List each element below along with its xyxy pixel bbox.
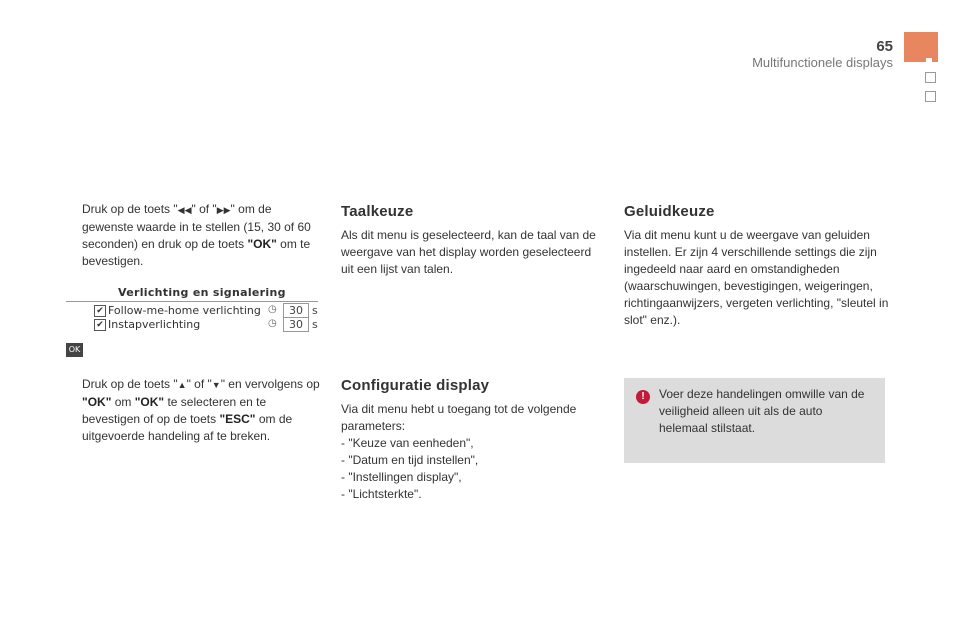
- step-1: Druk op de toets "◀◀" of "▶▶" om de gewenste waarde in te stellen (15, 30 of 60 seconden) en druk op de toets "OK" om te bevestigen.: [82, 202, 311, 268]
- menu-row[interactable]: [94, 318, 318, 332]
- display-menu-screenshot: [66, 286, 318, 334]
- chapter-title: Multifunctionele displays: [752, 55, 893, 70]
- list-item: - "Keuze van eenheden",: [341, 436, 474, 450]
- down-arrow-icon: ▼: [211, 380, 221, 390]
- menu-row-unit: s: [312, 318, 318, 331]
- nav-square-icon: [925, 72, 936, 83]
- menu-divider: [66, 301, 318, 302]
- section-intro: Via dit menu hebt u toegang tot de volgende parameters:: [341, 402, 577, 433]
- list-item: - "Datum en tijd instellen",: [341, 453, 479, 467]
- page-number: 65: [876, 38, 893, 55]
- chapter-tab: [904, 32, 938, 62]
- section-heading: Geluidkeuze: [624, 203, 715, 220]
- step-2: Druk op de toets "▲" of "▼" en vervolgens op "OK" om "OK" te selecteren en te bevestigen of op de toets "ESC" om de uitgevoerde handeling af te breken.: [82, 377, 320, 443]
- clock-icon: ◷: [268, 304, 277, 315]
- menu-row[interactable]: [94, 304, 318, 318]
- rewind-icon: ◀◀: [177, 205, 192, 215]
- warning-icon: !: [636, 390, 650, 404]
- list-item: - "Lichtsterkte".: [341, 487, 422, 501]
- menu-row-unit: s: [312, 304, 318, 317]
- section-body: Als dit menu is geselecteerd, kan de taal van de weergave van het display worden geselecteerd uit een lijst van talen.: [341, 228, 596, 276]
- menu-row-value[interactable]: 30: [283, 317, 309, 332]
- nav-square-icon: [925, 91, 936, 102]
- tab-marker-icon: [926, 58, 932, 64]
- up-arrow-icon: ▲: [177, 380, 187, 390]
- language-section: [341, 203, 606, 278]
- checkbox-icon[interactable]: ✔: [94, 305, 106, 317]
- section-heading: Configuratie display: [341, 377, 490, 394]
- ok-button[interactable]: OK: [66, 343, 83, 357]
- forward-icon: ▶▶: [216, 205, 231, 215]
- menu-header: Verlichting en signalering: [118, 286, 286, 299]
- warning-text: Voer deze handelingen omwille van de veiligheid alleen uit als de auto helemaal stilstaat.: [659, 387, 865, 435]
- section-body: Via dit menu kunt u de weergave van geluiden instellen. Er zijn 4 verschillende settings die zijn ingedeeld naar aard en omstandigheden (waarschuwingen, bevestigingen, weigeringen, richtingaanwijzers, vergeten verlichting, "sleutel in slot" enz.).: [624, 228, 889, 327]
- warning-note: [624, 378, 885, 463]
- list-item: - "Instellingen display",: [341, 470, 462, 484]
- section-heading: Taalkeuze: [341, 203, 414, 220]
- menu-row-label: Instapverlichting: [108, 318, 201, 331]
- display-config-section: [341, 377, 606, 503]
- menu-row-value[interactable]: 30: [283, 303, 309, 318]
- sound-section: [624, 203, 889, 329]
- clock-icon: ◷: [268, 318, 277, 329]
- menu-row-label: Follow-me-home verlichting: [108, 304, 261, 317]
- checkbox-icon[interactable]: ✔: [94, 319, 106, 331]
